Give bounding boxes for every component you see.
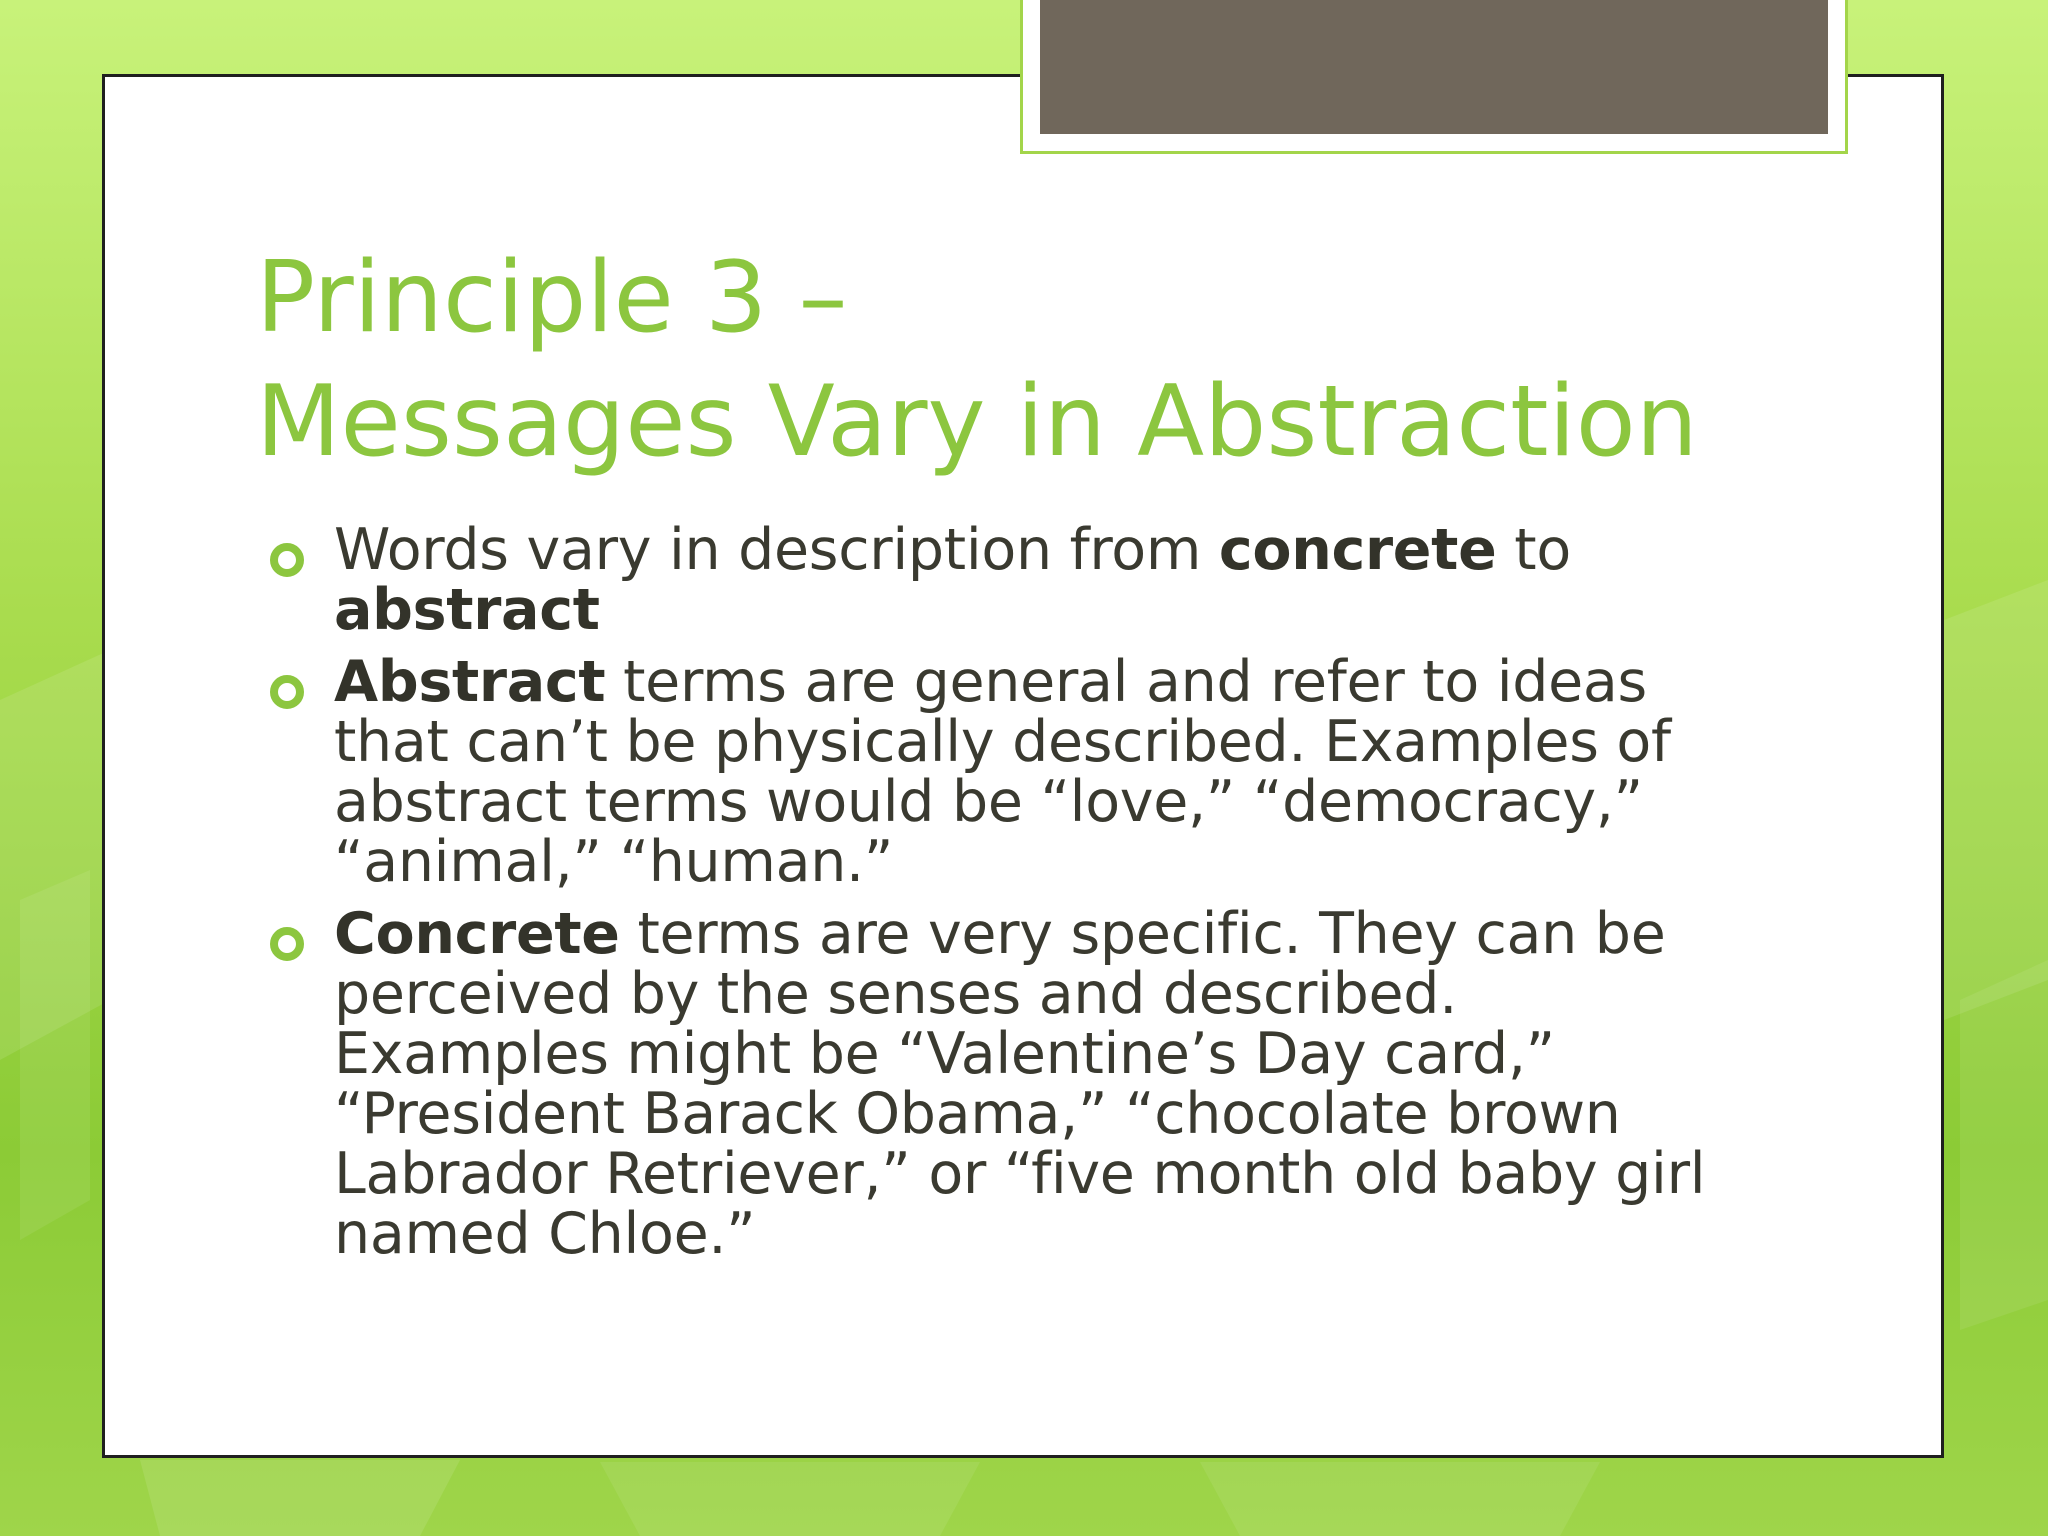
bullet-bold-term: Concrete (334, 901, 620, 967)
bullet-marker-icon (270, 543, 304, 577)
bullet-bold-term: Abstract (334, 649, 606, 715)
bullet-text: terms are general and refer to ideas that can’t be physically described. Examples of abstract terms would be “love,” “democracy,” “animal,” “human.” (334, 649, 1671, 895)
slide-title (256, 236, 1856, 484)
slide-title-line-1: Principle 3 – (256, 241, 848, 355)
bullet-bold-term: concrete (1218, 517, 1497, 583)
bullet-item (256, 901, 1736, 1267)
bullet-text: Words vary in description from (334, 517, 1219, 583)
bullet-marker-icon (270, 927, 304, 961)
bullet-item (256, 517, 1736, 643)
bullet-bold-term: abstract (334, 577, 600, 643)
bullet-text: to (1496, 517, 1571, 583)
bullet-item (256, 649, 1736, 895)
slide-title-line-2: Messages Vary in Abstraction (256, 365, 1698, 479)
title-tab-fill (1040, 0, 1828, 134)
bullet-text: terms are very specific. They can be perceived by the senses and described. Examples might be “Valentine’s Day card,” “President Barack Obama,” “chocolate brown Labrador Retriever,” or “five month old baby girl named Chloe.” (334, 901, 1706, 1267)
bullet-marker-icon (270, 675, 304, 709)
bullet-list (256, 517, 1736, 1276)
